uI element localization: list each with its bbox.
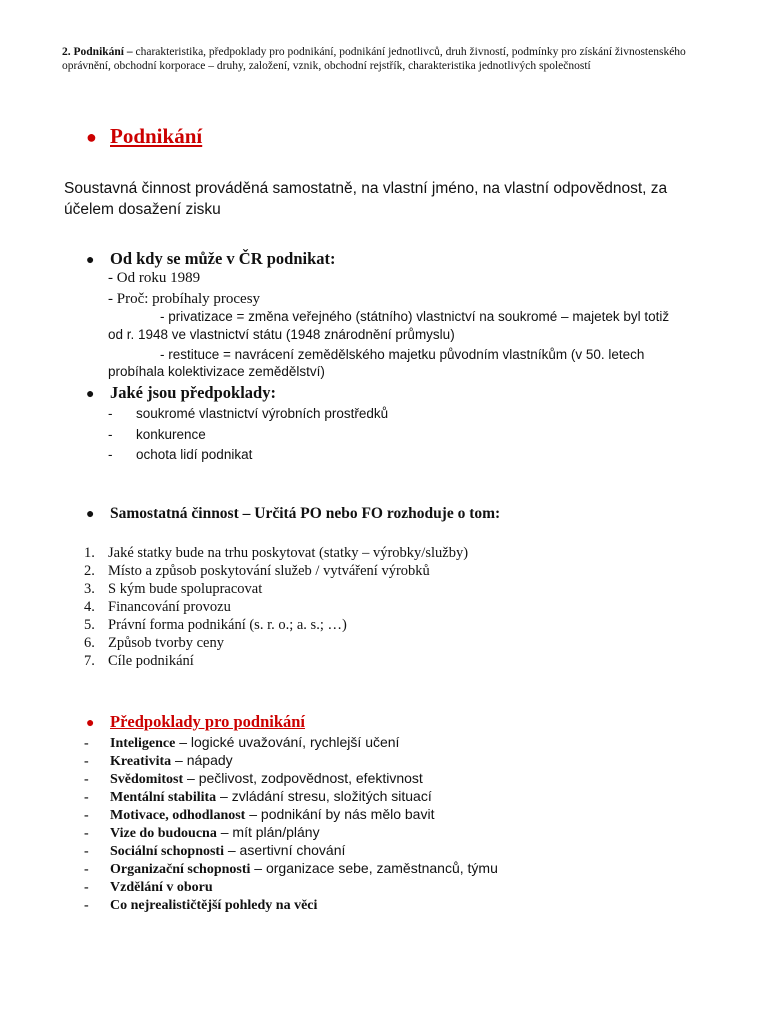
- header-text: charakteristika, předpoklady pro podnikání, podnikání jednotlivců, druh živností, podmínky pro získání živnostenského oprávnění, obchodní korporace – druhy, založení, vznik, obchodní rejstřík, charakteristika jednotlivých společností: [62, 46, 686, 72]
- privatization-line-b: od r. 1948 ve vlastnictví státu (1948 znárodnění průmyslu): [108, 327, 455, 342]
- privatization-line-a: - privatizace = změna veřejného (státního) vlastnictví na soukromé – majetek byl totiž: [160, 309, 670, 324]
- list-item: - Organizační schopnosti – organizace sebe, zaměstnanců, týmu: [84, 860, 498, 877]
- bullet-icon: ●: [86, 127, 97, 147]
- section1-line1: - Od roku 1989: [108, 270, 201, 286]
- section1-line2: - Proč: probíhaly procesy: [108, 291, 261, 307]
- title-text: Podnikání: [110, 124, 203, 148]
- list-item: - Mentální stabilita – zvládání stresu, složitých situací: [84, 788, 432, 805]
- restitution-line-a: - restituce = navrácení zemědělského majetku původním vlastníkům (v 50. letech: [160, 347, 645, 362]
- bullet-icon: ●: [86, 716, 95, 731]
- page-title: [86, 124, 202, 149]
- list-item: - soukromé vlastnictví výrobních prostředků: [108, 406, 389, 421]
- list-item: - ochota lidí podnikat: [108, 447, 253, 462]
- numbered-item: 7. Cíle podnikání: [84, 653, 194, 669]
- numbered-item: 4. Financování provozu: [84, 599, 231, 615]
- list-item: - konkurence: [108, 427, 206, 442]
- list-item: - Svědomitost – pečlivost, zodpovědnost, efektivnost: [84, 770, 423, 787]
- list-item: - Motivace, odhodlanost – podnikání by nás mělo bavit: [84, 806, 435, 823]
- numbered-item: 5. Právní forma podnikání (s. r. o.; a. s.; …): [84, 617, 347, 633]
- bullet-icon: ●: [86, 507, 95, 522]
- section4-heading: ● Předpoklady pro podnikání: [86, 712, 306, 731]
- numbered-item: 3. S kým bude spolupracovat: [84, 581, 263, 597]
- header-prefix: 2. Podnikání –: [62, 46, 133, 58]
- section1-heading: ● Od kdy se může v ČR podnikat:: [86, 249, 336, 268]
- bullet-icon: ●: [86, 387, 95, 402]
- numbered-item: 1. Jaké statky bude na trhu poskytovat (statky – výrobky/služby): [84, 545, 469, 561]
- list-item: - Vzdělání v oboru: [84, 880, 213, 895]
- section3-heading: ● Samostatná činnost – Určitá PO nebo FO rozhoduje o tom:: [86, 505, 501, 522]
- list-item: - Inteligence – logické uvažování, rychlejší učení: [84, 734, 400, 751]
- list-item: - Sociální schopnosti – asertivní chování: [84, 842, 346, 859]
- document-header: [62, 45, 712, 73]
- restitution-line-b: probíhala kolektivizace zemědělství): [108, 364, 325, 379]
- list-item: - Kreativita – nápady: [84, 752, 233, 769]
- bullet-icon: ●: [86, 253, 95, 268]
- list-item: - Co nejrealističtější pohledy na věci: [84, 898, 318, 913]
- intro-paragraph: Soustavná činnost prováděná samostatně, na vlastní jméno, na vlastní odpovědnost, za účelem dosažení zisku: [64, 180, 668, 218]
- numbered-item: 6. Způsob tvorby ceny: [84, 635, 224, 651]
- list-item: - Vize do budoucna – mít plán/plány: [84, 824, 320, 841]
- numbered-item: 2. Místo a způsob poskytování služeb / vytváření výrobků: [84, 563, 430, 579]
- section2-heading: ● Jaké jsou předpoklady:: [86, 383, 276, 402]
